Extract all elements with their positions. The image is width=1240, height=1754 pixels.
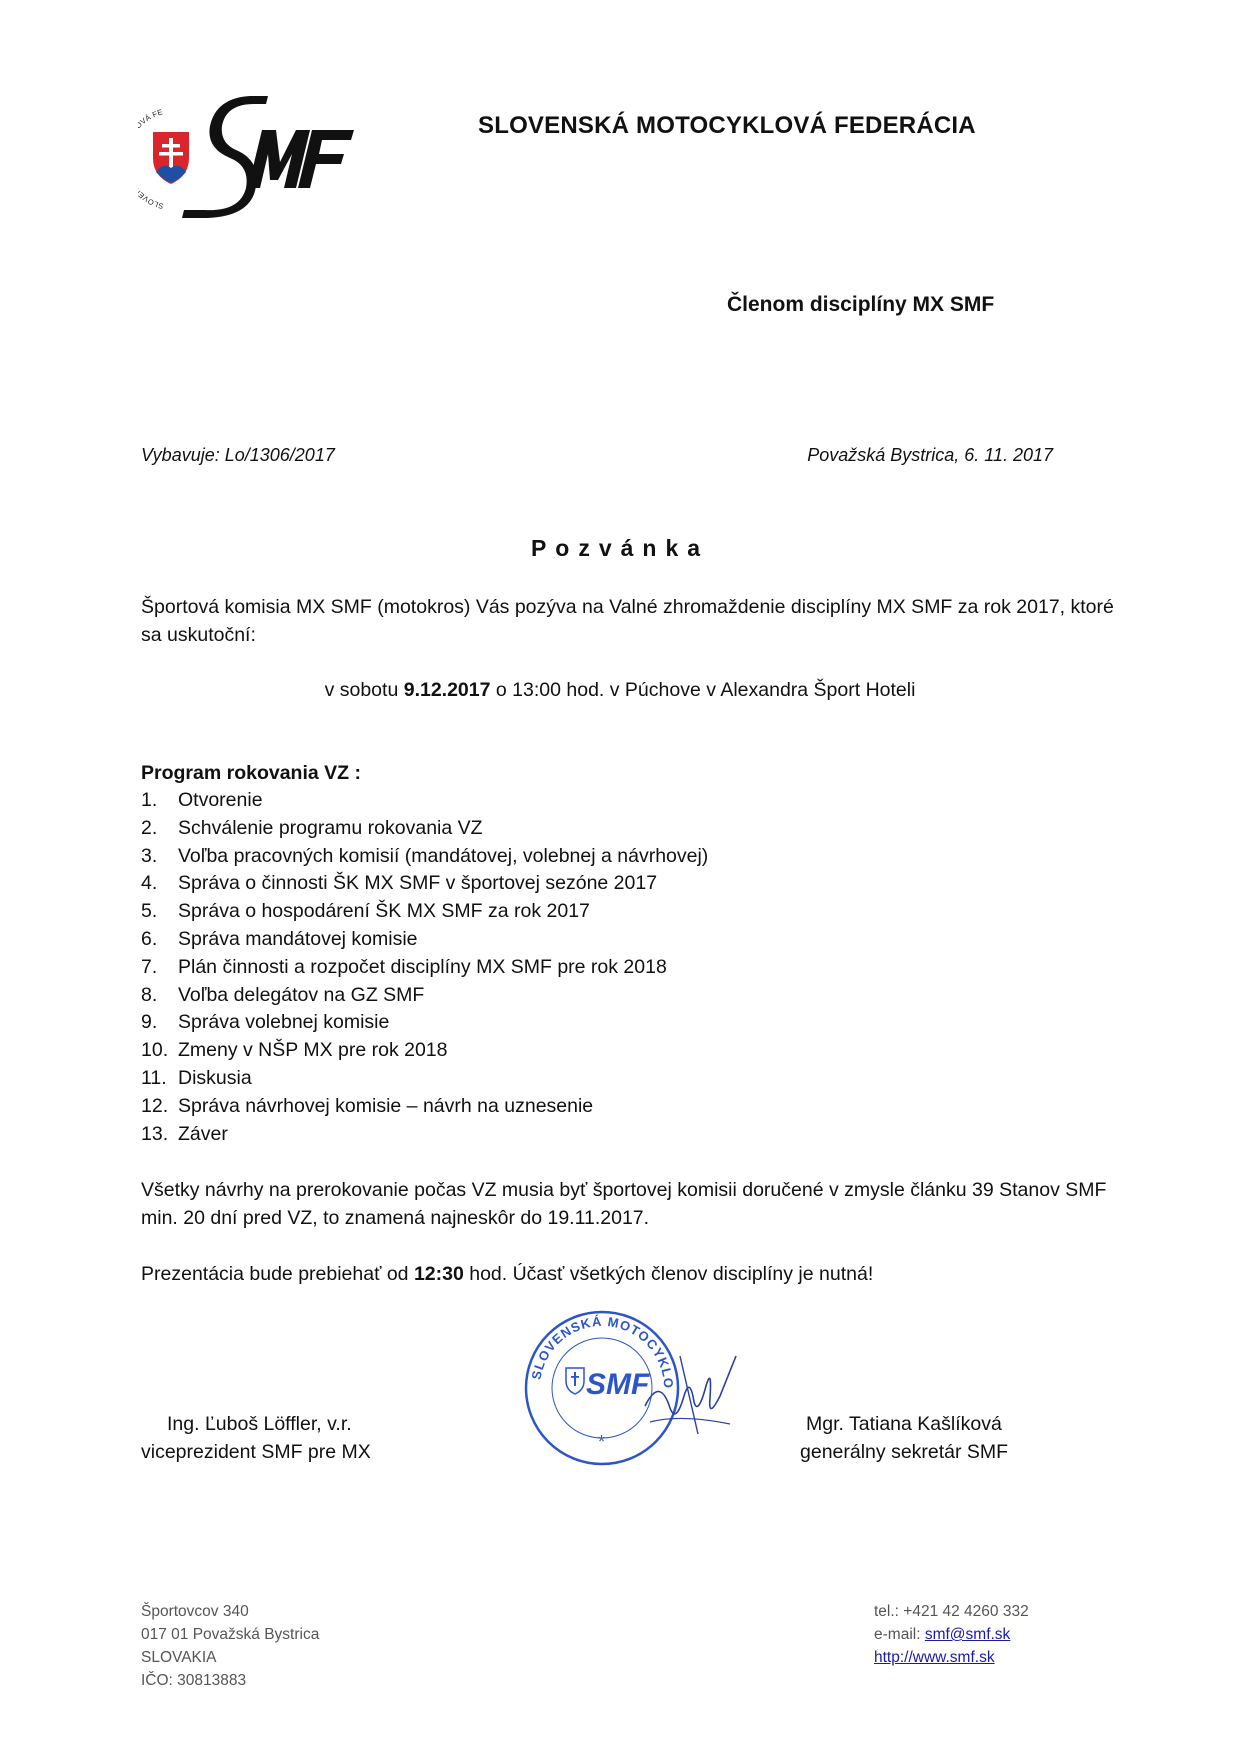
svg-text:SLOVENSKÁ MOTOCYKLOVÁ FEDERÁCI: SLOV VÁ FE <box>138 107 165 211</box>
list-item: 5. Správa o hospodárení ŠK MX SMF za rok 2017 <box>141 900 590 923</box>
footer-contact <box>874 1600 1029 1669</box>
list-item: 12. Správa návrhovej komisie – návrh na uznesenie <box>141 1094 594 1117</box>
list-item: 9. Správa volebnej komisie <box>141 1011 390 1034</box>
website-link[interactable]: http://www.smf.sk <box>874 1649 995 1666</box>
svg-text:*: * <box>598 1432 606 1452</box>
document-title: Pozvánka <box>530 535 710 561</box>
list-item: 8. Voľba delegátov na GZ SMF <box>141 983 425 1006</box>
event-date: 9.12.2017 <box>403 679 491 701</box>
svg-text:SMF: SMF <box>586 1368 650 1401</box>
event-details <box>0 679 1240 702</box>
organization-title: SLOVENSKÁ MOTOCYKLOVÁ FEDERÁCIA <box>478 112 976 139</box>
event-suffix: o 13:00 hod. v Púchove v Alexandra Šport Hoteli <box>490 679 916 701</box>
intro-paragraph: Športová komisia MX SMF (motokros) Vás pozýva na Valné zhromaždenie disciplíny MX SMF za rok 2017, ktoré sa uskutoční: <box>141 596 1114 646</box>
program-list <box>141 787 1041 1148</box>
signatory-name-left: Ing. Ľuboš Löffler, v.r. <box>167 1413 352 1435</box>
phone-number: tel.: +421 42 4260 332 <box>874 1603 1029 1620</box>
signatory-name-right: Mgr. Tatiana Kašlíková <box>806 1413 1002 1435</box>
email-link[interactable]: smf@smf.sk <box>924 1626 1011 1643</box>
program-heading: Program rokovania VZ : <box>141 762 361 784</box>
reference-number: Vybavuje: Lo/1306/2017 <box>141 445 335 465</box>
signatory-role-right: generálny sekretár SMF <box>800 1441 1009 1463</box>
address-line: 017 01 Považská Bystrica <box>141 1626 320 1643</box>
list-item: 1. Otvorenie <box>141 789 263 811</box>
signature-right <box>800 1410 1008 1466</box>
recipient-line: Členom disciplíny MX SMF <box>727 293 995 316</box>
list-item: 4. Správa o činnosti ŠK MX SMF v športovej sezóne 2017 <box>141 872 658 895</box>
footer-address <box>141 1600 319 1692</box>
handwritten-signature <box>640 1336 740 1446</box>
list-item: 7. Plán činnosti a rozpočet disciplíny MX SMF pre rok 2018 <box>141 955 667 978</box>
list-item: 2. Schválenie programu rokovania VZ <box>141 816 483 839</box>
presentation-time: 12:30 <box>413 1263 464 1285</box>
svg-text:SLOVENSKÁ MOTOCYKLOVÁ FEDERÁCI: SLOVENSKÁ MOTOCYKLO <box>528 1313 677 1390</box>
presentation-paragraph: Prezentácia bude prebiehať od 12:30 hod. Účasť všetkých členov disciplíny je nutná! <box>141 1263 874 1285</box>
place-and-date: Považská Bystrica, 6. 11. 2017 <box>807 445 1053 465</box>
address-line: Športovcov 340 <box>141 1603 249 1620</box>
smf-logo <box>138 92 358 222</box>
address-line: IČO: 30813883 <box>141 1672 247 1689</box>
list-item: 3. Voľba pracovných komisií (mandátovej, volebnej a návrhovej) <box>141 844 709 867</box>
signatory-role-left: viceprezident SMF pre MX <box>141 1441 371 1463</box>
event-prefix: v sobotu <box>324 679 404 701</box>
list-item: 6. Správa mandátovej komisie <box>141 927 418 950</box>
signature-left <box>141 1410 371 1466</box>
email-line: e-mail: smf@smf.sk <box>874 1626 1011 1643</box>
program-section <box>141 759 1041 1148</box>
list-item: 10. Zmeny v NŠP MX pre rok 2018 <box>141 1039 448 1062</box>
web-line <box>874 1646 1029 1669</box>
list-item: 13. Záver <box>141 1122 228 1145</box>
address-line: SLOVAKIA <box>141 1649 217 1666</box>
proposals-paragraph: Všetky návrhy na prerokovanie počas VZ musia byť športovej komisii doručené v zmysle článku 39 Stanov SMF min. 20 dní pred VZ, to znamená najneskôr do 19.11.2017. <box>141 1179 1107 1229</box>
list-item: 11. Diskusia <box>141 1066 252 1089</box>
